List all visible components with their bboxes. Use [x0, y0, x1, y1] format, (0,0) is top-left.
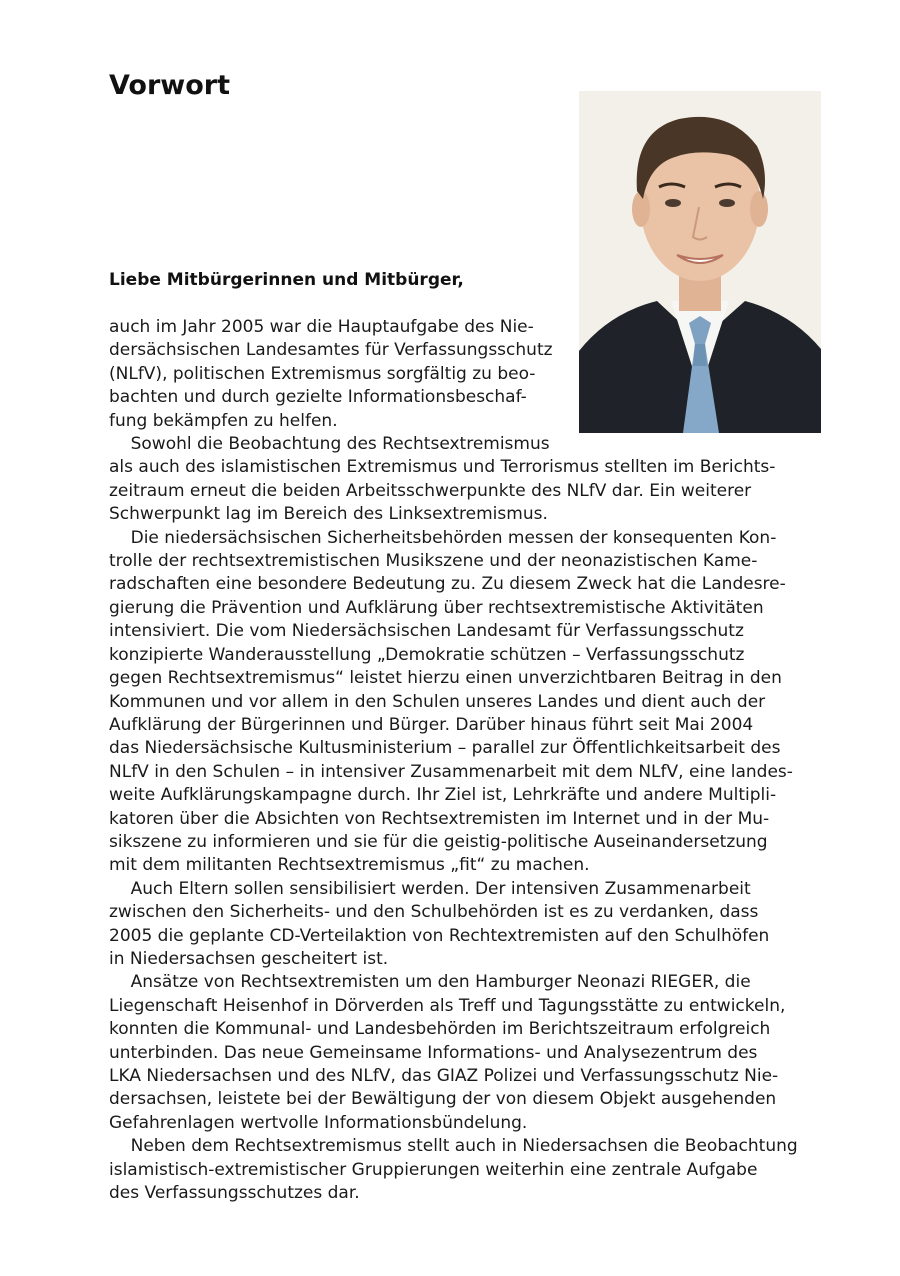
- text-line: gierung die Prävention und Aufklärung über rechtsextremistische Aktivitäten: [109, 597, 764, 618]
- text-line: dersachsen, leistete bei der Bewältigung der von diesem Objekt ausgehenden: [109, 1089, 777, 1110]
- text-line: des Verfassungsschutzes dar.: [109, 1183, 360, 1204]
- text-line: fung bekämpfen zu helfen.: [109, 410, 338, 431]
- text-line: Neben dem Rechtsextremismus stellt auch in Niedersachsen die Beobachtung: [109, 1136, 798, 1157]
- text-line: radschaften eine besondere Bedeutung zu. Zu diesem Zweck hat die Landesre-: [109, 574, 786, 595]
- text-line: weite Aufklärungskampagne durch. Ihr Ziel ist, Lehrkräfte und andere Multipli-: [109, 785, 777, 806]
- text-line: in Niedersachsen gescheitert ist.: [109, 948, 389, 969]
- text-line: NLfV in den Schulen – in intensiver Zusammenarbeit mit dem NLfV, eine landes-: [109, 761, 793, 782]
- text-line: als auch des islamistischen Extremismus und Terrorismus stellten im Berichts-: [109, 457, 776, 478]
- text-line: dersächsischen Landesamtes für Verfassungsschutz: [109, 340, 553, 361]
- text-line: Auch Eltern sollen sensibilisiert werden. Der intensiven Zusammenarbeit: [109, 878, 751, 899]
- text-line: unterbinden. Das neue Gemeinsame Informations- und Analysezentrum des: [109, 1042, 758, 1063]
- text-line: LKA Niedersachsen und des NLfV, das GIAZ Polizei und Verfassungsschutz Nie-: [109, 1066, 779, 1086]
- text-line: trolle der rechtsextremistischen Musikszene und der neonazistischen Kame-: [109, 551, 758, 572]
- text-line: intensiviert. Die vom Niedersächsischen Landesamt für Verfassungsschutz: [109, 621, 744, 642]
- greeting: Liebe Mitbürgerinnen und Mitbürger,: [109, 270, 464, 290]
- text-line: konnten die Kommunal- und Landesbehörden im Berichtszeitraum erfolgreich: [109, 1019, 771, 1040]
- text-line: auch im Jahr 2005 war die Hauptaufgabe des Nie-: [109, 317, 534, 337]
- text-line: das Niedersächsische Kultusministerium – parallel zur Öffentlichkeitsarbeit des: [109, 738, 781, 759]
- text-line: Liegenschaft Heisenhof in Dörverden als Treff und Tagungsstätte zu entwickeln,: [109, 995, 786, 1016]
- text-line: (NLfV), politischen Extremismus sorgfältig zu beo-: [109, 363, 536, 384]
- text-line: zeitraum erneut die beiden Arbeitsschwerpunkte des NLfV dar. Ein weiterer: [109, 480, 752, 501]
- body-text: [109, 316, 829, 1205]
- text-line: katoren über die Absichten von Rechtsextremisten im Internet und in der Mu-: [109, 808, 770, 829]
- text-line: Kommunen und vor allem in den Schulen unseres Landes und dient auch der: [109, 691, 766, 712]
- text-line: zwischen den Sicherheits- und den Schulbehörden ist es zu verdanken, dass: [109, 902, 759, 923]
- text-line: konzipierte Wanderausstellung „Demokratie schützen – Verfassungsschutz: [109, 644, 745, 665]
- text-line: Gefahrenlagen wertvolle Informationsbündelung.: [109, 1112, 528, 1133]
- text-line: mit dem militanten Rechtsextremismus „fit“ zu machen.: [109, 855, 590, 876]
- text-line: Sowohl die Beobachtung des Rechtsextremismus: [109, 434, 550, 455]
- text-line: Schwerpunkt lag im Bereich des Linksextremismus.: [109, 504, 548, 525]
- text-line: Ansätze von Rechtsextremisten um den Hamburger Neonazi RIEGER, die: [109, 972, 751, 993]
- text-line: Die niedersächsischen Sicherheitsbehörden messen der konsequenten Kon-: [109, 527, 777, 548]
- text-line: Aufklärung der Bürgerinnen und Bürger. Darüber hinaus führt seit Mai 2004: [109, 714, 754, 735]
- text-line: 2005 die geplante CD-Verteilaktion von Rechtextremisten auf den Schulhöfen: [109, 925, 770, 946]
- text-line: islamistisch-extremistischer Gruppierungen weiterhin eine zentrale Aufgabe: [109, 1159, 758, 1180]
- page-title: Vorwort: [109, 70, 230, 101]
- text-line: sikszene zu informieren und sie für die geistig-politische Auseinandersetzung: [109, 831, 768, 852]
- text-line: bachten und durch gezielte Informationsbeschaf-: [109, 387, 527, 408]
- text-line: gegen Rechtsextremismus“ leistet hierzu einen unverzichtbaren Beitrag in den: [109, 668, 782, 689]
